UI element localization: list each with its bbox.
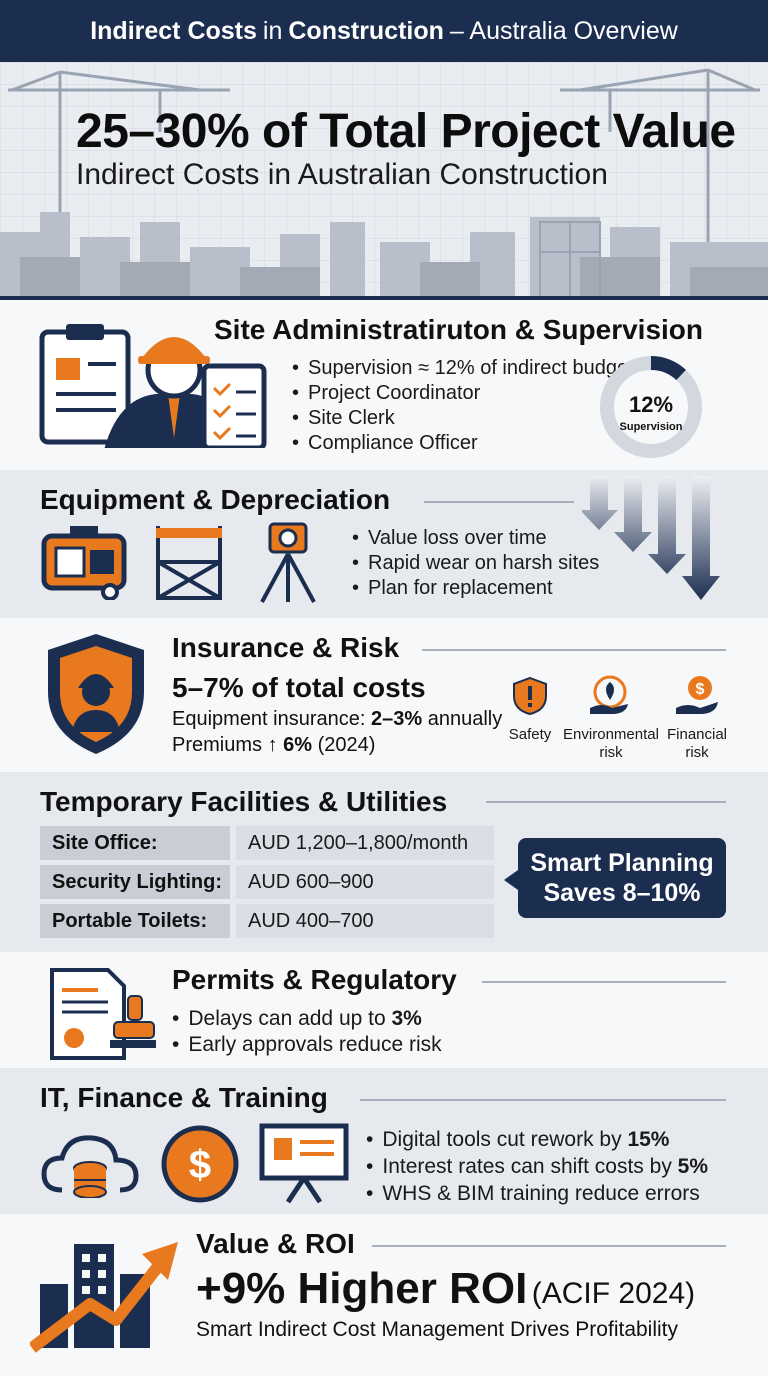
table-cell-item: Site Office:	[40, 826, 230, 860]
callout-line: Saves 8–10%	[543, 879, 701, 907]
risk-label-environmental: Environmental risk	[563, 726, 659, 761]
svg-text:$: $	[188, 1143, 212, 1187]
generator-icon	[40, 522, 128, 600]
equipment-section	[0, 470, 768, 618]
section-divider	[372, 1245, 726, 1247]
presentation-board-icon	[258, 1122, 350, 1204]
text-part: (2024)	[312, 734, 376, 756]
text-part: 2–3%	[371, 708, 423, 730]
list-item: • WHS & BIM training reduce errors	[366, 1180, 708, 1207]
site-admin-bullets	[292, 356, 634, 456]
up-arrow-icon: ↑	[267, 734, 278, 756]
text-part: 15%	[627, 1128, 670, 1151]
donut-label-text: Supervision	[619, 421, 683, 433]
svg-text:$: $	[695, 681, 705, 698]
table-cell-cost: AUD 400–700	[236, 904, 494, 938]
depreciation-arrows-icon	[582, 476, 732, 608]
document-stamp-icon	[48, 966, 156, 1062]
text-part: Interest rates can shift costs by	[382, 1155, 678, 1178]
roi-tagline: Smart Indirect Cost Management Drives Profitability	[196, 1318, 679, 1341]
worker-shield-icon	[40, 630, 152, 758]
permits-section	[0, 952, 768, 1068]
smart-planning-callout	[518, 838, 726, 918]
hero-section	[0, 62, 768, 300]
list-item: • Early approvals reduce risk	[172, 1032, 442, 1058]
list-item: • Value loss over time	[352, 526, 599, 551]
roi-headline: +9% Higher ROI	[196, 1264, 528, 1313]
leaf-hand-icon	[588, 674, 632, 716]
insurance-headline: 5–7% of total costs	[172, 672, 426, 703]
hero-headline: 25–30% of Total Project Value	[76, 105, 736, 158]
text-part: 6%	[277, 734, 313, 756]
equipment-bullets	[352, 526, 599, 601]
temp-facilities-title: Temporary Facilities & Utilities	[40, 786, 448, 817]
table-row	[40, 826, 494, 860]
risk-label-financial: Financial risk	[666, 726, 728, 761]
insurance-title: Insurance & Risk	[172, 632, 400, 663]
hero-subtitle: Indirect Costs in Australian Construction	[76, 158, 608, 191]
banner-title-part: Construction	[288, 16, 444, 45]
cloud-database-icon	[40, 1128, 140, 1198]
section-divider	[486, 801, 726, 803]
list-item: • Supervision ≈ 12% of indirect budget	[292, 356, 634, 381]
table-row	[40, 865, 494, 899]
table-cell-cost: AUD 1,200–1,800/month	[236, 826, 494, 860]
permits-bullets	[172, 1006, 442, 1058]
site-admin-title: Site Administratiruton & Supervision	[214, 314, 704, 345]
permits-title: Permits & Regulatory	[172, 964, 457, 995]
section-divider	[424, 501, 574, 503]
list-item	[366, 1153, 708, 1180]
text-part: 5%	[677, 1155, 709, 1178]
banner-title-part: – Australia Overview	[449, 16, 678, 45]
table-cell-item: Portable Toilets:	[40, 904, 230, 938]
insurance-line-2	[172, 734, 375, 757]
list-item	[366, 1126, 708, 1153]
coin-hand-icon	[674, 674, 722, 716]
section-divider	[422, 649, 726, 651]
list-item: • Project Coordinator	[292, 381, 634, 406]
supervision-donut-chart	[596, 352, 706, 462]
roi-source: (ACIF 2024)	[531, 1277, 696, 1310]
text-part: annually	[422, 708, 503, 730]
section-divider	[482, 981, 726, 983]
banner-title-part: Indirect Costs	[90, 16, 257, 45]
list-item: • Rapid wear on harsh sites	[352, 551, 599, 576]
it-finance-title: IT, Finance & Training	[40, 1082, 328, 1113]
site-admin-section	[0, 300, 768, 470]
roi-headline-row	[196, 1264, 695, 1314]
list-item	[172, 1006, 442, 1032]
list-item: • Compliance Officer	[292, 431, 634, 456]
warning-shield-icon	[510, 676, 550, 716]
scaffolding-icon	[154, 522, 224, 602]
text-part: 3%	[391, 1007, 422, 1030]
roi-title: Value & ROI	[196, 1228, 355, 1259]
temporary-facilities-section	[0, 772, 768, 952]
list-item: • Site Clerk	[292, 406, 634, 431]
donut-value-text: 12%	[628, 392, 674, 417]
text-part: Premiums	[172, 734, 268, 756]
text-part: Equipment insurance:	[172, 708, 372, 730]
risk-label-safety: Safety	[508, 726, 552, 743]
text-part: Delays can add up to	[188, 1007, 392, 1030]
roi-section	[0, 1214, 768, 1376]
surveyor-tripod-icon	[256, 520, 320, 604]
table-cell-cost: AUD 600–900	[236, 865, 494, 899]
callout-line: Smart Planning	[530, 849, 714, 877]
insurance-section	[0, 618, 768, 772]
equipment-title: Equipment & Depreciation	[40, 484, 391, 515]
text-part: Digital tools cut rework by	[382, 1128, 628, 1151]
top-banner	[0, 0, 768, 62]
table-cell-item: Security Lighting:	[40, 865, 230, 899]
section-divider	[360, 1099, 726, 1101]
insurance-line-1	[172, 708, 502, 731]
list-item: • Plan for replacement	[352, 576, 599, 601]
growth-buildings-icon	[30, 1224, 180, 1354]
dollar-coin-icon	[160, 1124, 240, 1204]
banner-title-part: in	[262, 16, 283, 45]
it-finance-bullets	[366, 1126, 708, 1207]
table-row	[40, 904, 494, 938]
it-finance-section	[0, 1068, 768, 1214]
